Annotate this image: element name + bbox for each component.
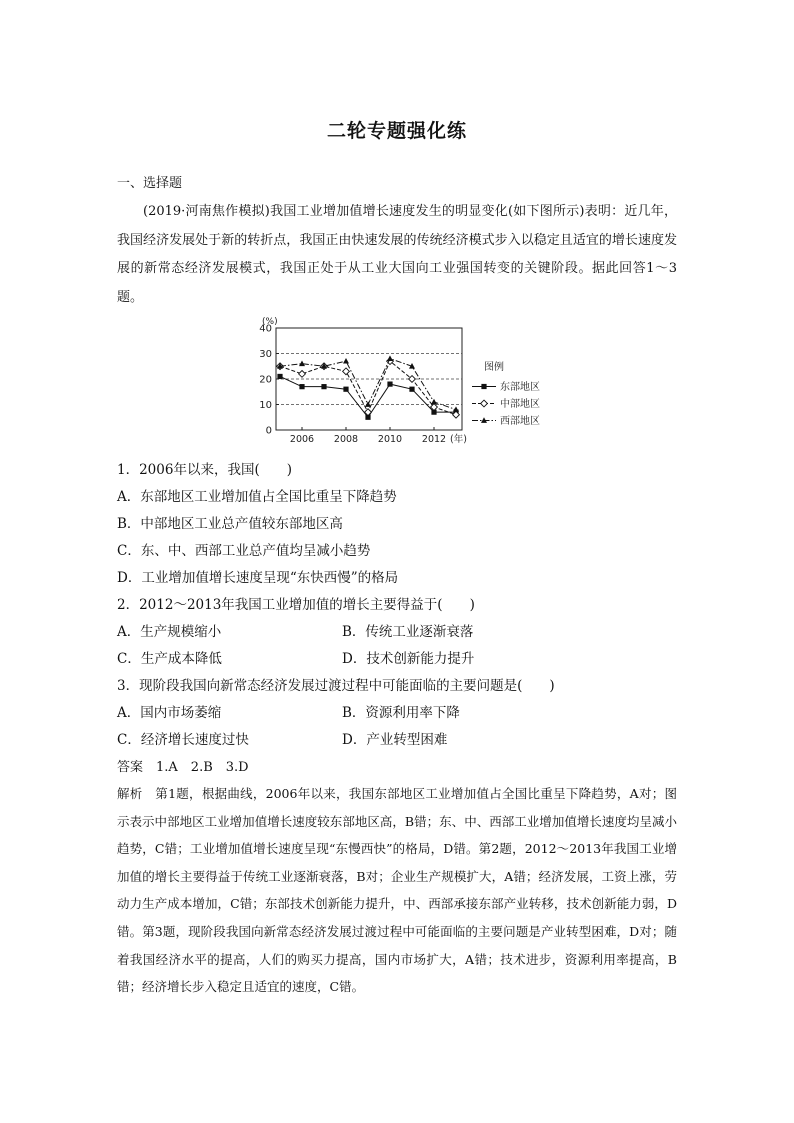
q2-option-b: B．传统工业逐渐衰落 <box>342 624 474 640</box>
q3-option-d: D．产业转型困难 <box>342 732 448 748</box>
series-3-point <box>365 401 371 407</box>
q3-option-b: B．资源利用率下降 <box>342 705 460 721</box>
y-tick-label: 10 <box>259 400 272 411</box>
q3-option-c: C．经济增长速度过快 <box>117 732 249 748</box>
x-tick-label: 2006 <box>289 434 315 445</box>
x-axis-label: (年) <box>450 434 467 445</box>
analysis-paragraph: 解析 第1题，根据曲线，2006年以来，我国东部地区工业增加值占全国比重呈下降趋势，A对；图示表示中部地区工业增加值增长速度较东部地区高，B错；东、中、西部工业增加值增长速度均呈减小趋势，C错；工业增加值增长速度呈现“东慢西快”的格局，D错。第2题，2012～2013年我国工业增加值的增长主要得益于传统工业逐渐衰落，B对；企业生产规模扩大，A错；经济发展，工资上涨，劳动力生产成本增加，C错；东部技术创新能力提升，中、西部承接东部产业转移，技术创新能力弱，D错。第3题，现阶段我国向新常态经济发展过渡过程中可能面临的主要问题是产业转型困难，D对；随着我国经济水平的提高，人们的购买力提高，国内市场扩大，A错；技术进步，资源利用率提高，B错；经济增长步入稳定且适宜的速度，C错。 <box>117 786 677 995</box>
series-1-point <box>343 387 348 392</box>
q3-option-a: A．国内市场萎缩 <box>117 705 222 721</box>
x-tick-label: 2010 <box>377 434 403 445</box>
y-axis-label: (%) <box>262 317 278 327</box>
y-tick-label: 30 <box>259 349 272 360</box>
question-1-stem: 1．2006年以来，我国( ) <box>117 462 292 478</box>
legend-marker <box>481 384 486 389</box>
series-1-point <box>387 382 392 387</box>
y-tick-label: 0 <box>265 425 272 437</box>
series-1-point <box>409 387 414 392</box>
legend-label: 西部地区 <box>500 416 540 427</box>
x-tick-label: 2012 <box>421 434 447 445</box>
x-tick-label: 2008 <box>333 434 359 445</box>
legend-title: 图例 <box>484 362 504 373</box>
series-3-point <box>431 399 437 405</box>
q1-option-a: A．东部地区工业增加值占全国比重呈下降趋势 <box>117 489 397 505</box>
question-3-stem: 3．现阶段我国向新常态经济发展过渡过程中可能面临的主要问题是( ) <box>117 678 555 694</box>
series-2-point <box>299 371 306 378</box>
series-2-point <box>343 368 350 375</box>
series-3-point <box>387 355 393 361</box>
question-2-stem: 2．2012～2013年我国工业增加值的增长主要得益于( ) <box>117 597 475 613</box>
section-heading: 一、选择题 <box>117 176 183 191</box>
chart-svg <box>240 310 560 452</box>
line-chart <box>240 310 560 452</box>
q1-option-d: D．工业增加值增长速度呈现“东快西慢”的格局 <box>117 570 399 586</box>
q2-option-d: D．技术创新能力提升 <box>342 651 475 667</box>
q1-option-c: C．东、中、西部工业总产值均呈减小趋势 <box>117 543 371 559</box>
page-title: 二轮专题强化练 <box>326 120 467 142</box>
series-3-point <box>343 358 349 364</box>
q1-option-b: B．中部地区工业总产值较东部地区高 <box>117 516 343 532</box>
legend-label: 中部地区 <box>500 399 540 410</box>
series-1-point <box>299 384 304 389</box>
q2-option-a: A．生产规模缩小 <box>117 624 222 640</box>
series-3-point <box>453 406 459 412</box>
series-2-point <box>409 376 416 383</box>
legend-label: 东部地区 <box>500 382 540 393</box>
y-tick-label: 40 <box>259 323 272 335</box>
q2-option-c: C．生产成本降低 <box>117 651 222 667</box>
series-1-point <box>321 384 326 389</box>
intro-paragraph <box>117 198 677 312</box>
series-3-point <box>299 361 305 367</box>
y-tick-label: 20 <box>259 374 272 386</box>
intro-text: (2019·河南焦作模拟)我国工业增加值增长速度发生的明显变化(如下图所示)表明：近几年，我国经济发展处于新的转折点，我国正由快速发展的传统经济模式步入以稳定且适宜的增长速度发展的新常态经济发展模式，我国正处于从工业大国向工业强国转变的关键阶段。据此回答1～3题。 <box>117 204 677 305</box>
series-1-point <box>277 374 282 379</box>
legend-marker <box>481 400 488 407</box>
answer-line: 答案 1.A 2.B 3.D <box>117 760 249 775</box>
